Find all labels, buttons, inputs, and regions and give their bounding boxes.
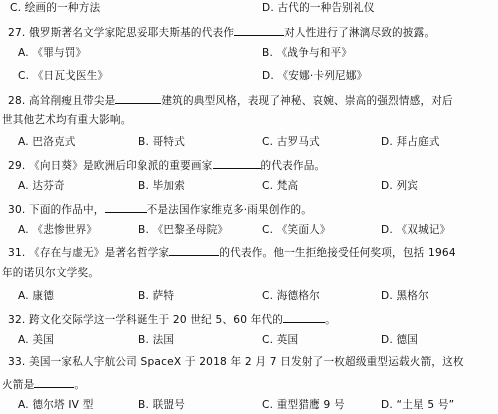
option-d: D. 黑格尔 bbox=[381, 290, 429, 302]
option-c: C. 梵高 bbox=[262, 180, 299, 192]
answer-blank bbox=[234, 24, 284, 36]
option-c: C. 重型猎鹰 9 号 bbox=[262, 399, 345, 411]
option-c: C. 《笑面人》 bbox=[262, 224, 331, 236]
option-d: D. 《双城记》 bbox=[381, 224, 451, 236]
option-c: C. 海德格尔 bbox=[262, 290, 320, 302]
option-b: B. 《战争与和平》 bbox=[262, 47, 353, 59]
answer-blank bbox=[115, 92, 161, 104]
answer-blank bbox=[283, 311, 325, 323]
option-a: A. 康德 bbox=[18, 290, 54, 302]
option-c: C. 绘画的一种方法 bbox=[10, 2, 101, 14]
option-a: A. 巴洛克式 bbox=[18, 136, 76, 148]
option-a: A. 达芬奇 bbox=[18, 180, 65, 192]
option-b: B. 法国 bbox=[138, 334, 175, 346]
option-a: A. 美国 bbox=[18, 334, 54, 346]
option-b: B. 哥特式 bbox=[138, 136, 185, 148]
answer-blank bbox=[213, 157, 261, 169]
answer-blank bbox=[105, 201, 147, 213]
option-d: D. 拜占庭式 bbox=[381, 136, 440, 148]
option-b: B. 毕加索 bbox=[138, 180, 185, 192]
option-d: D. 列宾 bbox=[381, 180, 419, 192]
option-c: C. 《日瓦戈医生》 bbox=[18, 70, 109, 82]
option-d: D. “土星 5 号” bbox=[381, 399, 455, 411]
exam-page: C. 绘画的一种方法 D. 古代的一种告别礼仪 27. 俄罗斯著名文学家陀思妥耶夫斯基的代表作 对人性进行了淋漓尽致的披露。 A. 《罪与罚》 B. 《战争与和平》 C. 《日瓦戈医生》 D. 《安娜·卡列尼娜》 28. 高耸削瘦且带尖是 建筑的典型风格，表现了神秘、哀婉、崇高的强烈情感，对后 世其他艺术均有重大影响。 A. 巴洛克式 B. 哥特式 C. 古罗马式 D. 拜占庭式 29. 《向日葵》是欧洲后印象派的重要画家 的代表作品。 A. 达芬奇 B. 毕加索 C. 梵高 D. 列宾 30. 下面的作品中， 不是法国作家维克多·雨果创作的。 A. 《悲惨世界》 B. 《巴黎圣母院》 C. 《笑面人》 D. 《双城记》 31. 《存在与虚无》是著名哲学家 的代表作。他一生拒绝接受任何奖项，包括 1964 年的诺贝尔文学奖。 A. 康德 B. 萨特 C. 海德格尔 D. 黑格尔 32. 跨文化交际学这一学科诞生于 20 世纪 5、60 年代的 。 A. 美国 B. 法国 C. 英国 D. 德国 33. 美国一家私人宇航公司 SpaceX 于 2018 年 2 月 7 日发射了一枚超级重型运载火箭，这枚 火箭是 。 A. 德尔塔 IV 型 B. 联盟号 C. 重型猎鹰 9 号 D. “土星 5 号” bbox=[0, 0, 498, 414]
answer-blank bbox=[169, 244, 219, 256]
option-d: D. 《安娜·卡列尼娜》 bbox=[262, 70, 368, 82]
option-b: B. 《巴黎圣母院》 bbox=[138, 224, 229, 236]
option-a: A. 《罪与罚》 bbox=[18, 47, 87, 59]
option-d: D. 德国 bbox=[381, 334, 419, 346]
option-c: C. 英国 bbox=[262, 334, 299, 346]
option-c: C. 古罗马式 bbox=[262, 136, 320, 148]
option-d: D. 古代的一种告别礼仪 bbox=[262, 2, 375, 14]
option-b: B. 联盟号 bbox=[138, 399, 185, 411]
option-a: A. 《悲惨世界》 bbox=[18, 224, 98, 236]
option-b: B. 萨特 bbox=[138, 290, 175, 302]
option-a: A. 德尔塔 IV 型 bbox=[18, 399, 94, 411]
answer-blank bbox=[34, 376, 74, 388]
